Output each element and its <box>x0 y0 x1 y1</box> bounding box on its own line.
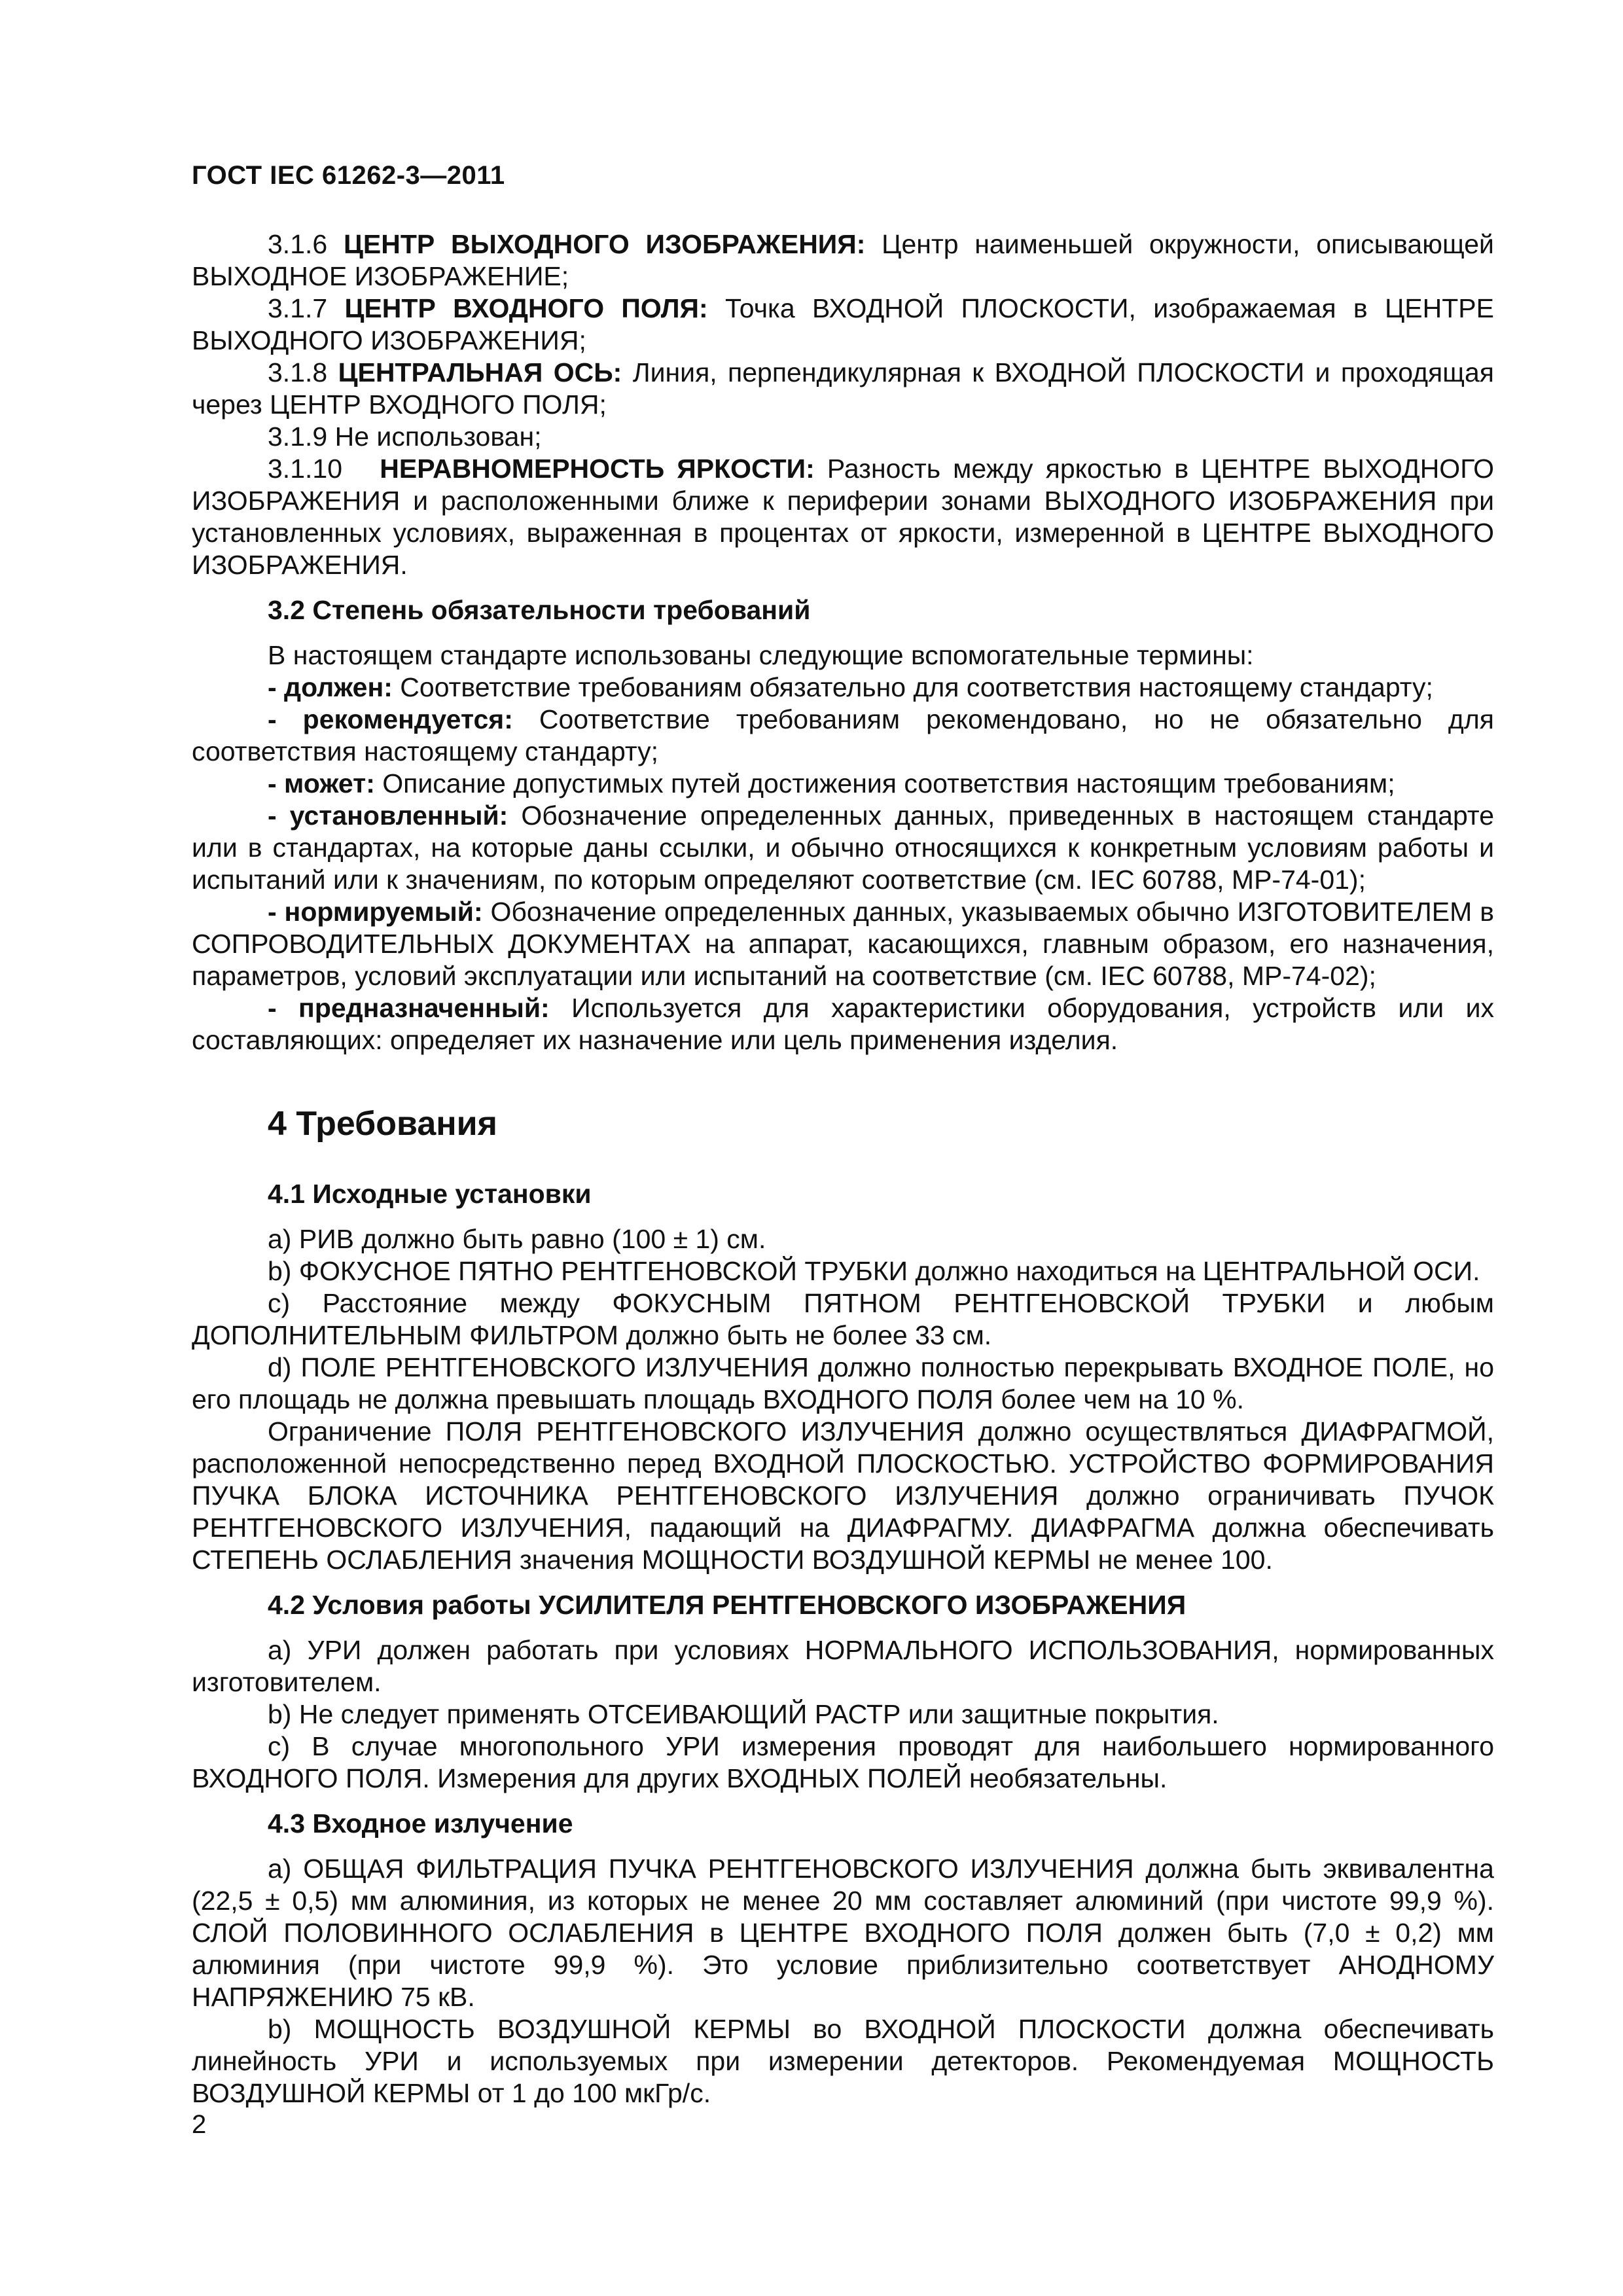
term-label: - должен: <box>268 672 393 702</box>
definition-text: Точка ВХОДНОЙ ПЛОСКОСТИ, изображаемая в ЦЕНТРЕ ВЫХОДНОГО ИЗОБРАЖЕНИЯ; <box>192 293 1494 355</box>
paragraph-4-1-d: d) ПОЛЕ РЕНТГЕНОВСКОГО ИЗЛУЧЕНИЯ должно полностью перекрывать ВХОДНОЕ ПОЛЕ, но его площадь не должна превышать площадь ВХОДНОГО ПОЛЯ более чем на 10 %. <box>192 1352 1494 1414</box>
section-3-2-heading: 3.2 Степень обязательности требований <box>268 595 811 625</box>
term-text: Соответствие требованиям обязательно для соответствия настоящему стандарту; <box>400 672 1433 702</box>
definition-text: Не использован; <box>334 422 542 452</box>
term-item-intended <box>192 992 1494 1056</box>
term-item-normalized <box>192 896 1494 992</box>
definition-term: НЕРАВНОМЕРНОСТЬ ЯРКОСТИ: <box>380 454 815 484</box>
definition-text: Разность между яркостью в ЦЕНТРЕ ВЫХОДНОГО ИЗОБРАЖЕНИЯ и расположенными ближе к периферии зонами ВЫХОДНОГО ИЗОБРАЖЕНИЯ при установленных условиях, выраженная в процентах от яркости, измеренной в ЦЕНТРЕ ВЫХОДНОГО ИЗОБРАЖЕНИЯ. <box>192 454 1494 580</box>
term-label: - нормируемый: <box>268 897 483 927</box>
document-header: ГОСТ IEC 61262-3—2011 <box>192 161 505 190</box>
definition-number: 3.1.7 <box>268 293 328 323</box>
definition-3-1-8 <box>192 357 1494 421</box>
paragraph-4-1-c: c) Расстояние между ФОКУСНЫМ ПЯТНОМ РЕНТГЕНОВСКОЙ ТРУБКИ и любым ДОПОЛНИТЕЛЬНЫМ ФИЛЬТРОМ должно быть не более 33 см. <box>192 1288 1494 1350</box>
paragraph-4-1-limitation: Ограничение ПОЛЯ РЕНТГЕНОВСКОГО ИЗЛУЧЕНИЯ должно осуществляться ДИАФРАГМОЙ, расположенной непосредственно перед ВХОДНОЙ ПЛОСКОСТЬЮ. УСТРОЙСТВО ФОРМИРОВАНИЯ ПУЧКА БЛОКА ИСТОЧНИКА РЕНТГЕНОВСКОГО ИЗЛУЧЕНИЯ должно ограничивать ПУЧОК РЕНТГЕНОВСКОГО ИЗЛУЧЕНИЯ, падающий на ДИАФРАГМУ. ДИАФРАГМА должна обеспечивать СТЕПЕНЬ ОСЛАБЛЕНИЯ значения МОЩНОСТИ ВОЗДУШНОЙ КЕРМЫ не менее 100. <box>192 1416 1494 1575</box>
term-text: Обозначение определенных данных, приведенных в настоящем стандарте или в стандартах, на которые даны ссылки, и обычно относящихся к конкретным условиям работы и испытаний или к значениям, по которым определяют соответствие (см. IEC 60788, МР-74-01); <box>192 800 1494 895</box>
term-item-specified <box>192 800 1494 896</box>
definition-number: 3.1.6 <box>268 229 328 259</box>
section-3-2-intro: В настоящем стандарте использованы следующие вспомогательные термины: <box>268 640 1254 670</box>
term-item-must <box>192 672 1494 704</box>
paragraph-4-3-a: a) ОБЩАЯ ФИЛЬТРАЦИЯ ПУЧКА РЕНТГЕНОВСКОГО ИЗЛУЧЕНИЯ должна быть эквивалентна (22,5 ± 0,5) мм алюминия, из которых не менее 20 мм составляет алюминий (при чистоте 99,9 %). СЛОЙ ПОЛОВИННОГО ОСЛАБЛЕНИЯ в ЦЕНТРЕ ВХОДНОГО ПОЛЯ должен быть (7,0 ± 0,2) мм алюминия (при чистоте 99,9 %). Это условие приблизительно соответствует АНОДНОМУ НАПРЯЖЕНИЮ 75 кВ. <box>192 1854 1494 2012</box>
definition-3-1-6 <box>192 228 1494 293</box>
term-text: Описание допустимых путей достижения соответствия настоящим требованиям; <box>382 768 1395 798</box>
page-number: 2 <box>192 2110 207 2139</box>
section-4-3-heading: 4.3 Входное излучение <box>268 1808 573 1839</box>
term-item-recommended <box>192 704 1494 768</box>
paragraph-4-3-b: b) МОЩНОСТЬ ВОЗДУШНОЙ КЕРМЫ во ВХОДНОЙ ПЛОСКОСТИ должна обеспечивать линейность УРИ и используемых при измерении детекторов. Рекомендуемая МОЩНОСТЬ ВОЗДУШНОЙ КЕРМЫ от 1 до 100 мкГр/с. <box>192 2014 1494 2108</box>
definition-3-1-7 <box>192 293 1494 357</box>
term-text: Обозначение определенных данных, указываемых обычно ИЗГОТОВИТЕЛЕМ в СОПРОВОДИТЕЛЬНЫХ ДОКУМЕНТАХ на аппарат, касающихся, главным образом, его назначения, параметров, условий эксплуатации или испытаний на соответствие (см. IEC 60788, МР-74-02); <box>192 897 1494 991</box>
definition-term: ЦЕНТР ВХОДНОГО ПОЛЯ: <box>344 293 708 323</box>
definition-3-1-10 <box>192 453 1494 581</box>
document-page <box>192 161 1494 2109</box>
definition-text: Линия, перпендикулярная к ВХОДНОЙ ПЛОСКОСТИ и проходящая через ЦЕНТР ВХОДНОГО ПОЛЯ; <box>192 357 1494 420</box>
paragraph-4-2-c: c) В случае многопольного УРИ измерения проводят для наибольшего нормированного ВХОДНОГО ПОЛЯ. Измерения для других ВХОДНЫХ ПОЛЕЙ необязательны. <box>192 1731 1494 1793</box>
paragraph-4-2-b: b) Не следует применять ОТСЕИВАЮЩИЙ РАСТР или защитные покрытия. <box>268 1699 1219 1729</box>
section-4-2-heading: 4.2 Условия работы УСИЛИТЕЛЯ РЕНТГЕНОВСКОГО ИЗОБРАЖЕНИЯ <box>268 1590 1186 1620</box>
definition-number: 3.1.8 <box>268 357 328 387</box>
paragraph-4-1-a: a) РИВ должно быть равно (100 ± 1) см. <box>268 1224 766 1254</box>
definition-text: Центр наименьшей окружности, описывающей ВЫХОДНОЕ ИЗОБРАЖЕНИЕ; <box>192 229 1494 291</box>
term-text: Соответствие требованиям рекомендовано, но не обязательно для соответствия настоящему стандарту; <box>192 704 1494 766</box>
definition-number: 3.1.10 <box>268 454 342 484</box>
term-label: - установленный: <box>268 800 508 831</box>
definition-term: ЦЕНТР ВЫХОДНОГО ИЗОБРАЖЕНИЯ: <box>343 229 866 259</box>
term-label: - может: <box>268 768 375 798</box>
term-item-may <box>192 768 1494 800</box>
term-text: Используется для характеристики оборудования, устройств или их составляющих: определяет их назначение или цель применения изделия. <box>192 993 1494 1055</box>
definition-number: 3.1.9 <box>268 422 328 452</box>
definition-term: ЦЕНТРАЛЬНАЯ ОСЬ: <box>338 357 622 387</box>
paragraph-4-1-b: b) ФОКУСНОЕ ПЯТНО РЕНТГЕНОВСКОЙ ТРУБКИ должно находиться на ЦЕНТРАЛЬНОЙ ОСИ. <box>268 1256 1480 1286</box>
definition-3-1-9 <box>192 421 1494 453</box>
paragraph-4-2-a: a) УРИ должен работать при условиях НОРМАЛЬНОГО ИСПОЛЬЗОВАНИЯ, нормированных изготовителем. <box>192 1635 1494 1697</box>
section-4-1-heading: 4.1 Исходные установки <box>268 1179 592 1209</box>
term-label: - рекомендуется: <box>268 704 513 734</box>
term-label: - предназначенный: <box>268 993 550 1023</box>
section-4-heading: 4 Требования <box>268 1105 497 1143</box>
